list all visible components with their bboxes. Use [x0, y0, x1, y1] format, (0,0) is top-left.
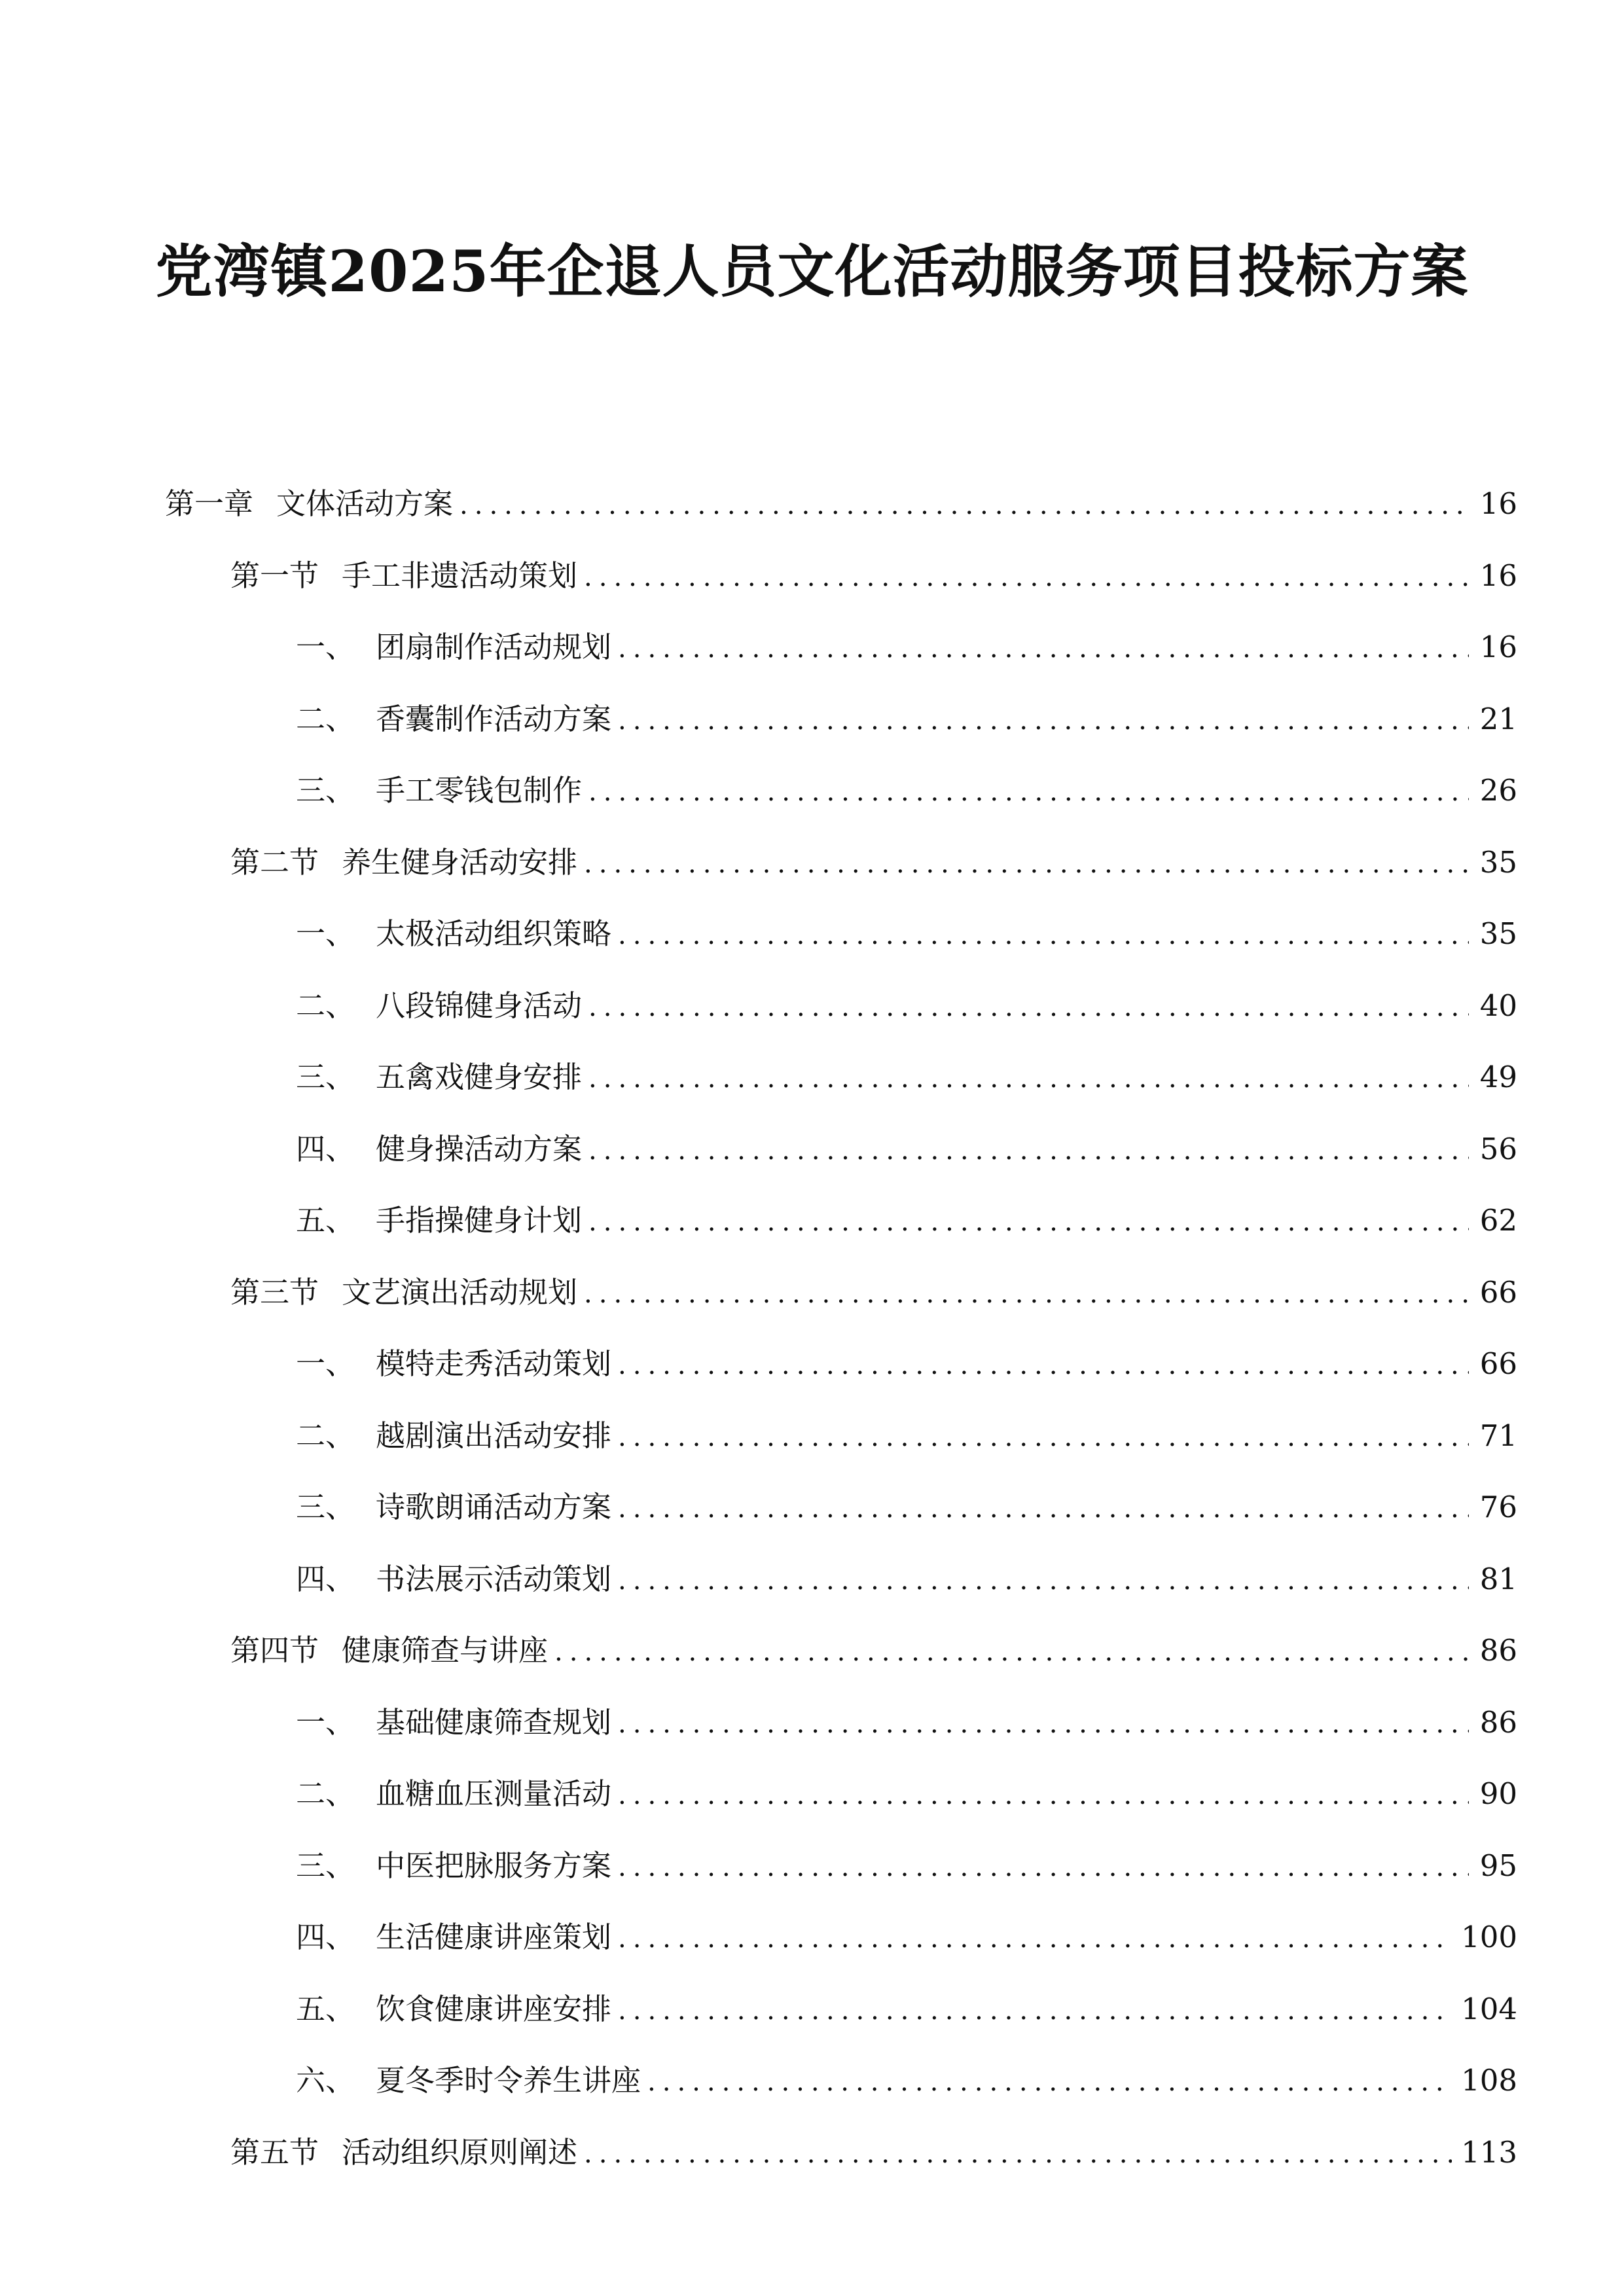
toc-dot-leader — [584, 2128, 1452, 2180]
toc-entry-prefix: 六、 — [296, 2063, 355, 2098]
toc-dot-leader — [588, 1124, 1469, 1177]
toc-entry-page: 66 — [1479, 1275, 1517, 1310]
toc-dot-leader — [584, 838, 1469, 890]
toc-entry-page: 16 — [1479, 558, 1517, 593]
toc-entry-page: 62 — [1479, 1203, 1517, 1238]
toc-entry-prefix: 一、 — [296, 630, 355, 664]
toc-entry-text: 手工零钱包制作 — [376, 773, 583, 808]
toc-entry-page: 66 — [1479, 1346, 1517, 1381]
toc-entry-prefix: 第一节 — [230, 558, 319, 593]
toc-entry-prefix: 一、 — [296, 1346, 355, 1381]
toc-dot-leader — [618, 1482, 1469, 1535]
toc-entry-page: 35 — [1479, 845, 1517, 880]
toc-dot-leader — [618, 1912, 1452, 1965]
toc-dot-leader — [618, 1769, 1469, 1821]
toc-entry-prefix: 五、 — [296, 1992, 355, 2026]
toc-entry-text: 团扇制作活动规划 — [376, 630, 612, 664]
toc-entry-section-4[interactable] — [230, 1624, 1517, 1677]
toc-entry-page: 81 — [1479, 1562, 1517, 1596]
toc-entry-text: 活动组织原则阐述 — [342, 2135, 578, 2170]
toc-entry-page: 71 — [1479, 1418, 1517, 1453]
toc-entry-item[interactable] — [296, 1123, 1517, 1175]
toc-entry-item[interactable] — [296, 2054, 1517, 2107]
toc-dot-leader — [618, 1841, 1469, 1893]
toc-entry-page: 21 — [1479, 702, 1517, 736]
toc-dot-leader — [618, 694, 1469, 747]
toc-dot-leader — [618, 1339, 1469, 1391]
toc-entry-item[interactable] — [296, 1051, 1517, 1103]
toc-entry-prefix: 第四节 — [230, 1633, 319, 1668]
toc-entry-text: 八段锦健身活动 — [376, 988, 583, 1023]
toc-entry-page: 95 — [1479, 1848, 1517, 1883]
toc-entry-page: 35 — [1479, 916, 1517, 951]
toc-entry-prefix: 五、 — [296, 1203, 355, 1238]
toc-entry-page: 26 — [1479, 773, 1517, 808]
toc-entry-prefix: 三、 — [296, 1490, 355, 1524]
toc-entry-text: 太极活动组织策略 — [376, 916, 612, 951]
toc-entry-text: 健康筛查与讲座 — [342, 1633, 549, 1668]
toc-entry-text: 诗歌朗诵活动方案 — [376, 1490, 612, 1524]
toc-entry-prefix: 二、 — [296, 988, 355, 1023]
toc-entry-text: 模特走秀活动策划 — [376, 1346, 612, 1381]
toc-entry-text: 文艺演出活动规划 — [342, 1275, 578, 1310]
toc-entry-section-2[interactable] — [230, 836, 1517, 889]
toc-entry-item[interactable] — [296, 1410, 1517, 1462]
toc-entry-text: 中医把脉服务方案 — [376, 1848, 612, 1883]
toc-dot-leader — [588, 1052, 1469, 1105]
toc-entry-item[interactable] — [296, 1553, 1517, 1605]
toc-entry-section-1[interactable] — [230, 550, 1517, 602]
toc-dot-leader — [584, 551, 1469, 603]
toc-entry-prefix: 第一章 — [165, 486, 254, 521]
toc-dot-leader — [584, 1268, 1469, 1320]
toc-entry-text: 生活健康讲座策划 — [376, 1920, 612, 1954]
toc-entry-item[interactable] — [296, 1768, 1517, 1820]
toc-entry-item[interactable] — [296, 693, 1517, 745]
toc-entry-section-3[interactable] — [230, 1266, 1517, 1319]
toc-dot-leader — [588, 766, 1469, 818]
toc-entry-page: 104 — [1461, 1992, 1517, 2026]
toc-entry-text: 香囊制作活动方案 — [376, 702, 612, 736]
toc-dot-leader — [618, 909, 1469, 961]
toc-dot-leader — [618, 1411, 1469, 1463]
toc-entry-prefix: 二、 — [296, 1776, 355, 1811]
toc-entry-text: 手指操健身计划 — [376, 1203, 583, 1238]
toc-entry-page: 56 — [1479, 1132, 1517, 1166]
toc-dot-leader — [618, 1984, 1452, 2037]
toc-entry-text: 血糖血压测量活动 — [376, 1776, 612, 1811]
toc-entry-page: 16 — [1479, 486, 1517, 521]
toc-entry-page: 86 — [1479, 1705, 1517, 1740]
toc-entry-prefix: 三、 — [296, 1060, 355, 1094]
toc-dot-leader — [618, 1698, 1469, 1750]
toc-dot-leader — [588, 981, 1469, 1033]
toc-entry-page: 90 — [1479, 1776, 1517, 1811]
toc-entry-prefix: 三、 — [296, 1848, 355, 1883]
toc-entry-chapter-1[interactable] — [165, 478, 1517, 530]
toc-entry-item[interactable] — [296, 980, 1517, 1032]
toc-dot-leader — [647, 2056, 1452, 2108]
toc-entry-text: 健身操活动方案 — [376, 1132, 583, 1166]
toc-entry-prefix: 四、 — [296, 1562, 355, 1596]
toc-entry-page: 113 — [1461, 2135, 1517, 2170]
toc-entry-prefix: 二、 — [296, 1418, 355, 1453]
toc-entry-prefix: 第五节 — [230, 2135, 319, 2170]
toc-entry-page: 49 — [1479, 1060, 1517, 1094]
toc-entry-item[interactable] — [296, 1911, 1517, 1964]
toc-entry-item[interactable] — [296, 1696, 1517, 1749]
toc-entry-page: 40 — [1479, 988, 1517, 1023]
toc-dot-leader — [618, 1554, 1469, 1607]
toc-entry-item[interactable] — [296, 1481, 1517, 1534]
toc-entry-page: 16 — [1479, 630, 1517, 664]
toc-entry-page: 76 — [1479, 1490, 1517, 1524]
toc-dot-leader — [618, 622, 1469, 675]
toc-entry-item[interactable] — [296, 764, 1517, 817]
toc-entry-text: 养生健身活动安排 — [342, 845, 578, 880]
toc-entry-prefix: 一、 — [296, 1705, 355, 1740]
document-title: 党湾镇2025年企退人员文化活动服务项目投标方案 — [155, 238, 1469, 305]
toc-entry-text: 手工非遗活动策划 — [342, 558, 578, 593]
toc-entry-prefix: 四、 — [296, 1132, 355, 1166]
toc-entry-text: 饮食健康讲座安排 — [376, 1992, 612, 2026]
toc-entry-prefix: 一、 — [296, 916, 355, 951]
toc-entry-page: 86 — [1479, 1633, 1517, 1668]
toc-entry-text: 越剧演出活动安排 — [376, 1418, 612, 1453]
toc-dot-leader — [554, 1626, 1469, 1678]
toc-entry-prefix: 三、 — [296, 773, 355, 808]
toc-entry-prefix: 二、 — [296, 702, 355, 736]
toc-entry-text: 基础健康筛查规划 — [376, 1705, 612, 1740]
toc-entry-text: 夏冬季时令养生讲座 — [376, 2063, 641, 2098]
toc-entry-item[interactable] — [296, 1338, 1517, 1390]
toc-entry-page: 108 — [1461, 2063, 1517, 2098]
toc-entry-prefix: 四、 — [296, 1920, 355, 1954]
toc-entry-text: 五禽戏健身安排 — [376, 1060, 583, 1094]
toc-entry-item[interactable] — [296, 908, 1517, 960]
toc-entry-prefix: 第二节 — [230, 845, 319, 880]
toc-entry-item[interactable] — [296, 1194, 1517, 1247]
toc-entry-section-5[interactable] — [230, 2126, 1517, 2179]
toc-dot-leader — [460, 479, 1469, 531]
toc-entry-prefix: 第三节 — [230, 1275, 319, 1310]
toc-entry-page: 100 — [1461, 1920, 1517, 1954]
toc-entry-text: 书法展示活动策划 — [376, 1562, 612, 1596]
toc-entry-item[interactable] — [296, 1840, 1517, 1892]
toc-entry-text: 文体活动方案 — [276, 486, 454, 521]
toc-entry-item[interactable] — [296, 1983, 1517, 2036]
toc-dot-leader — [588, 1196, 1469, 1248]
toc-entry-item[interactable] — [296, 621, 1517, 673]
